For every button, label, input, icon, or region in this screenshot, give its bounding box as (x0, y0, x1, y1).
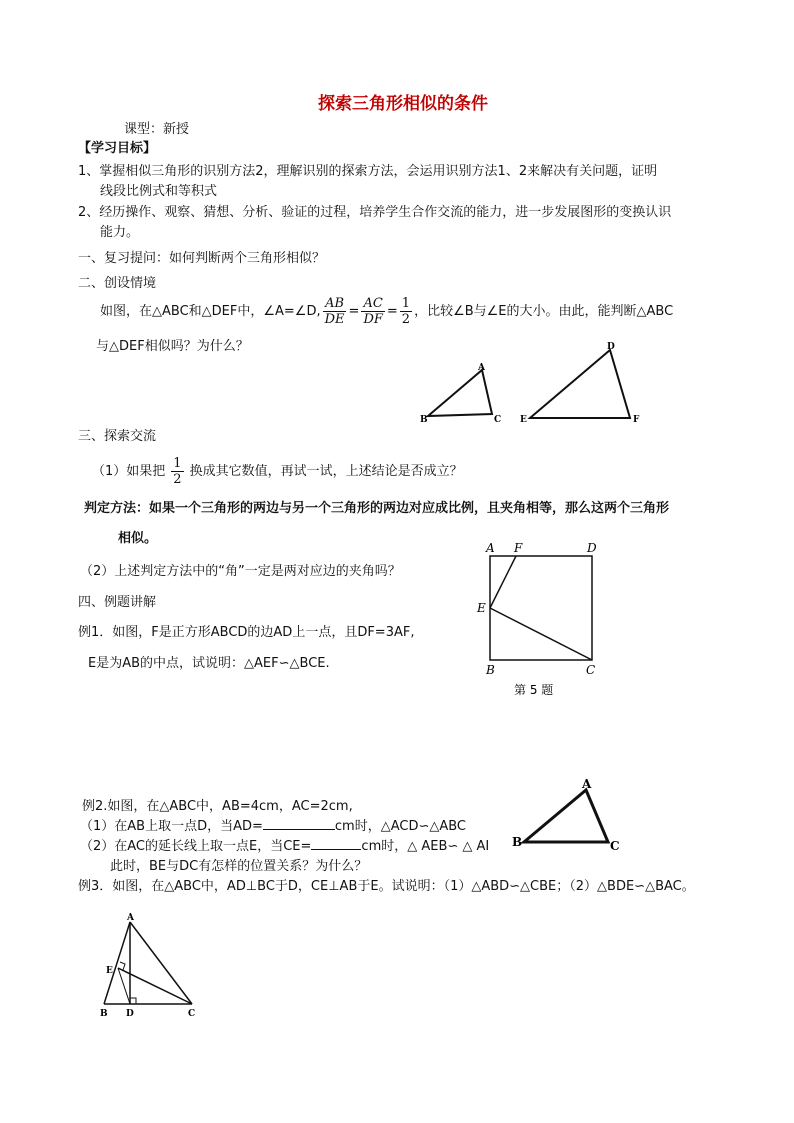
triangle-def-figure (516, 338, 646, 428)
objective-1-line-1: 1、掌握相似三角形的识别方法2，理解识别的探索方法，会运用识别方法1、2来解决有关问题，证明 (78, 164, 658, 179)
vertex-label-d: D (607, 342, 615, 352)
fraction-numerator: 1 (401, 296, 411, 311)
example-3-line-1: 例3．如图，在△ABC中，AD⊥BC于D，CE⊥AB于E。试说明：（1）△ABD∽△CBE；（2）△BDE∽△BAC。 (78, 879, 695, 894)
fraction-one-half (400, 296, 412, 327)
triangle-abc-figure (418, 360, 508, 430)
vertex-label-d: D (587, 541, 597, 555)
example-2-question-2 (80, 838, 489, 856)
fraction-numerator: AC (363, 296, 383, 311)
example-1-line-2: E是为AB的中点，试说明：△AEF∽△BCE. (88, 656, 330, 671)
page-title: 探索三角形相似的条件 (318, 94, 488, 114)
vertex-label-a: A (486, 541, 495, 555)
vertex-label-e: E (106, 966, 113, 976)
vertex-label-b: B (512, 835, 523, 849)
example-2-question-3: 此时，BE与DC有怎样的位置关系？为什么？ (110, 859, 368, 874)
situation-text-1: 如图，在△ABC和△DEF中，∠A=∠D, (100, 303, 321, 319)
example-1-line-1: 例1．如图，F是正方形ABCD的边AD上一点，且DF=3AF, (78, 625, 415, 640)
segment-ef (490, 556, 516, 608)
situation-text-2: ，比较∠B与∠E的大小。由此，能判断△ABC (414, 303, 674, 319)
right-angle-mark-d (130, 998, 136, 1004)
fraction-denominator: 2 (173, 472, 182, 487)
fraction-denominator: DE (324, 312, 345, 327)
lesson-type: 课型：新授 (124, 122, 190, 137)
section-1-review: 一、复习提问：如何判断两个三角形相似？ (78, 251, 326, 266)
rule-line-2: 相似。 (118, 531, 158, 546)
objective-2-line-1: 2、经历操作、观察、猜想、分析、验证的过程，培养学生合作交流的能力，进一步发展图形的变换认识 (78, 205, 672, 220)
vertex-label-a: A (582, 777, 592, 791)
equals-sign: = (348, 303, 360, 319)
fraction-one-half (171, 456, 183, 487)
triangle-def (530, 350, 630, 418)
vertex-label-a: A (127, 913, 134, 923)
example-3-figure (96, 910, 206, 1020)
example-2-q1-suffix: cm时，△ACD∽△ABC (334, 819, 467, 834)
vertex-label-e: E (477, 601, 486, 615)
answer-blank-ad[interactable] (263, 829, 335, 830)
fraction-ab-de (323, 296, 347, 327)
triangle-abc (428, 370, 492, 416)
equals-sign: = (386, 303, 398, 319)
square-abcd (490, 556, 592, 660)
segment-ac (130, 922, 192, 1004)
example-2-line-1: 例2.如图，在△ABC中，AB=4cm，AC=2cm, (82, 799, 353, 814)
vertex-label-f: F (514, 541, 523, 555)
vertex-label-c: C (494, 415, 502, 425)
section-2-heading: 二、创设情境 (78, 276, 157, 291)
vertex-label-c: C (610, 839, 620, 853)
vertex-label-b: B (100, 1009, 108, 1019)
segment-ec (490, 608, 592, 660)
vertex-label-a: A (478, 363, 485, 373)
square-abcd-figure (474, 536, 614, 702)
triangle-abc (524, 790, 608, 842)
objective-2-line-2: 能力。 (100, 225, 140, 240)
question-1-suffix: 换成其它数值，再试一试，上述结论是否成立？ (189, 463, 463, 479)
example-2-q1-prefix: （1）在AB上取一点D，当AD= (80, 819, 263, 834)
answer-blank-ce[interactable] (311, 849, 361, 850)
situation-line-2: 与△DEF相似吗？为什么？ (96, 339, 249, 354)
fraction-numerator: 1 (173, 456, 182, 471)
section-4-heading: 四、例题讲解 (78, 595, 157, 610)
vertex-label-e: E (520, 415, 527, 425)
example-2-question-1 (80, 818, 466, 836)
vertex-label-f: F (633, 415, 640, 425)
vertex-label-b: B (486, 663, 495, 677)
question-1-prefix: （1）如果把 (92, 463, 166, 479)
vertex-label-c: C (188, 1009, 196, 1019)
fraction-numerator: AB (325, 296, 345, 311)
fraction-ac-df (361, 296, 384, 327)
example-2-triangle-figure (508, 776, 628, 856)
objectives-header: 【学习目标】 (78, 141, 157, 156)
vertex-label-b: B (420, 415, 428, 425)
segment-ec (118, 968, 192, 1004)
example-2-q2-suffix: cm时，△ AEB∽ △ AI (361, 839, 490, 854)
fraction-denominator: DF (363, 312, 383, 327)
vertex-label-d: D (126, 1009, 134, 1019)
fraction-denominator: 2 (401, 312, 411, 327)
situation-line-1 (100, 296, 673, 327)
vertex-label-c: C (586, 663, 596, 677)
question-2: （2）上述判定方法中的“角”一定是两对应边的夹角吗？ (80, 564, 401, 579)
objective-1-line-2: 线段比例式和等积式 (100, 184, 218, 199)
section-3-heading: 三、探索交流 (78, 429, 157, 444)
example-2-q2-prefix: （2）在AC的延长线上取一点E，当CE= (80, 839, 312, 854)
figure-caption: 第 5 题 (514, 683, 554, 697)
rule-line-1: 判定方法：如果一个三角形的两边与另一个三角形的两边对应成比例，且夹角相等，那么这两个三角形 (84, 501, 670, 516)
question-1 (92, 456, 463, 487)
